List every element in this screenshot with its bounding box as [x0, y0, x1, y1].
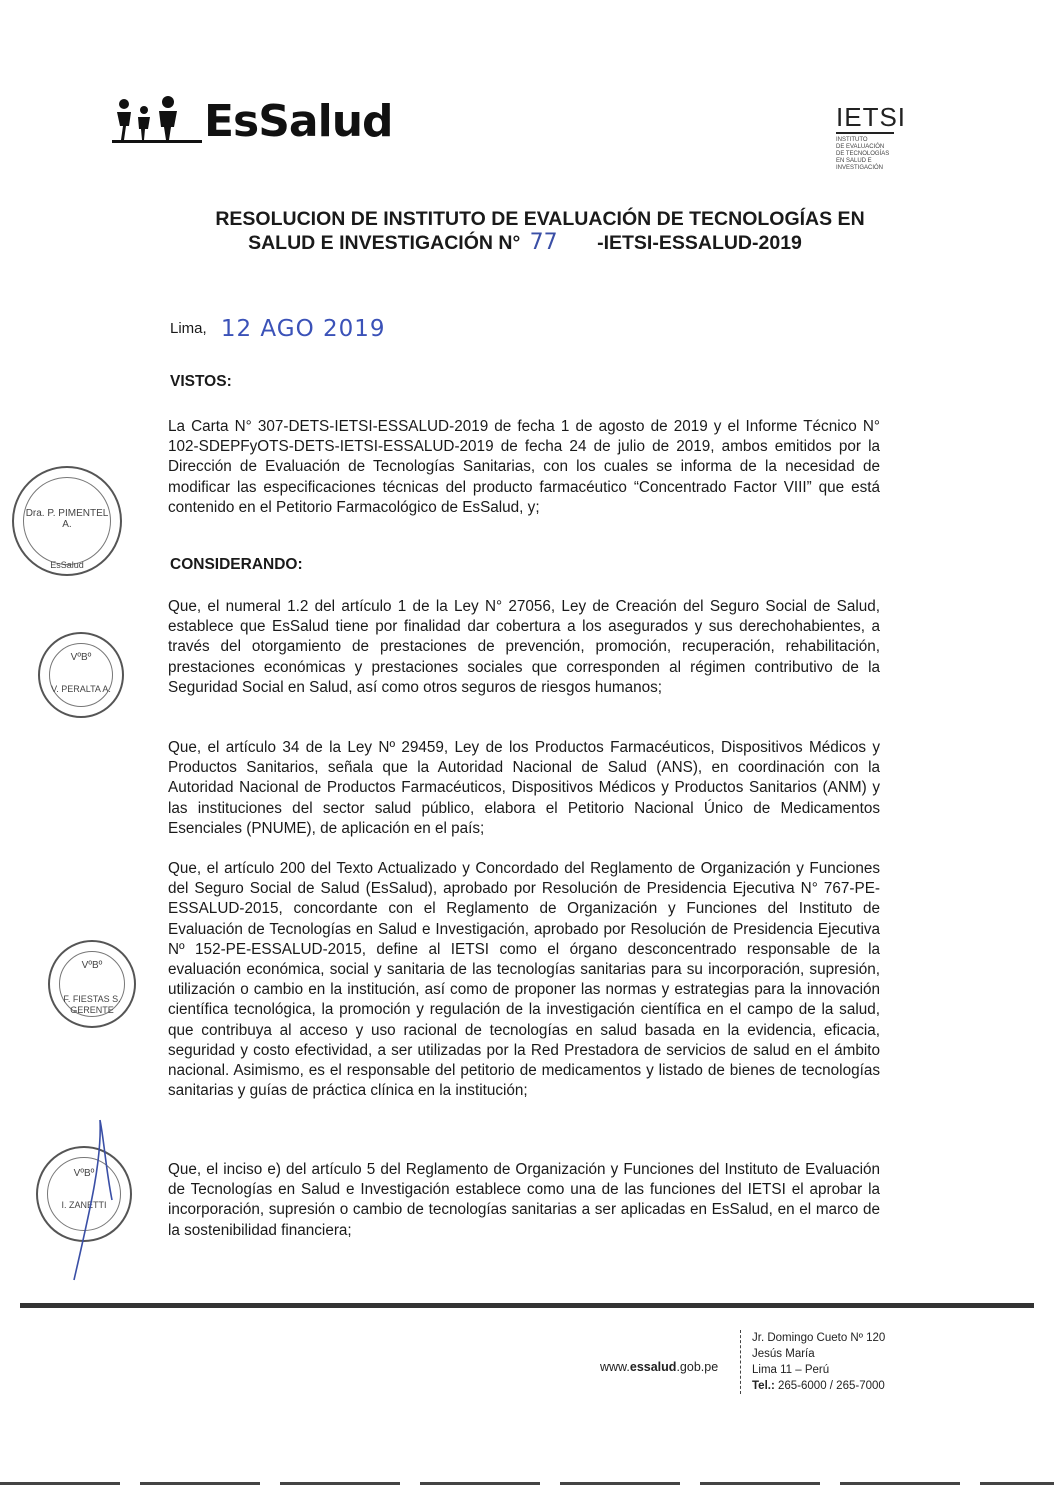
considerando-paragraph-4: Que, el inciso e) del artículo 5 del Reglamento de Organización y Funciones del Instituto de Evaluación de Tecnologías en Salud e Investigación establece como una de las funciones del IETSI el aprobar la incorporación, supresión o cambio de tecnologías sanitarias a ser aplicadas en EsSalud, en el marco de la sostenibilidad financiera; [168, 1161, 880, 1239]
seal-label: VºBº [70, 652, 92, 663]
family-icon [112, 96, 204, 144]
seal-sublabel: F. FIESTAS S. [63, 994, 121, 1004]
approval-seal [12, 466, 122, 576]
date-line [170, 316, 386, 342]
considerando-paragraph-3: Que, el artículo 200 del Texto Actualizado y Concordado del Reglamento de Organización y Funciones del Seguro Social de Salud (EsSalud), aprobado por Resolución de Presidencia Ejecutiva N° 767-PE-ESSALUD-2015, concordante con el Reglamento de Organización y Funciones del Instituto de Evaluación de Tecnologías en Salud e Investigación, aprobado por Resolución de Presidencia Ejecutiva Nº 152-PE-ESSALUD-2015, define al IETSI como el órgano desconcentrado responsable de la evaluación económica, social y sanitaria de las tecnologías sanitarias para su incorporación, supresión, utilización o cambio en la institución, así como de proponer las normas y estrategias para la innovación científica tecnológica, la promoción y regulación de la investigación científica en el campo de la salud, que contribuya al acceso y uso racional de tecnologías en salud basada en la evidencia, eficacia, seguridad y costo efectividad, a ser utilizadas por la Red Prestadora de servicios de salud en el ámbito nacional. Asimismo, es el responsable del petitorio de medicamentos y listado de bienes de tecnologías sanitarias y guías de práctica clínica en la institución; [168, 860, 880, 1100]
date-prefix: Lima, [170, 320, 207, 337]
ietsi-subtitle-line: DE TECNOLOGÍAS [836, 151, 890, 157]
handwritten-number: 77 [529, 230, 558, 255]
ietsi-logo [836, 104, 916, 172]
seal-sublabel: I. ZANETTI [61, 1200, 107, 1210]
vistos-paragraph: La Carta N° 307-DETS-IETSI-ESSALUD-2019 de fecha 1 de agosto de 2019 y el Informe Técnico N° 102-SDEPFyOTS-DETS-IETSI-ESSALUD-2019 de fecha 24 de julio de 2019, ambos emitidos por la Dirección de Evaluación de Tecnologías Sanitarias, con los cuales se informa de la necesidad de modificar las especificaciones técnicas del producto farmacéutico “Concentrado Factor VIII” que está contenido en el Petitorio Farmacológico de EsSalud, y; [168, 418, 880, 516]
seal-label: VºBº [73, 1168, 95, 1179]
phone-line [752, 1378, 885, 1394]
ietsi-name: IETSI [836, 102, 907, 132]
logo-wordmark: EsSalud [204, 96, 393, 147]
essalud-logo [112, 96, 393, 147]
seal-label: Dra. P. PIMENTEL A. [25, 508, 109, 530]
footer-divider [20, 1303, 1034, 1308]
approval-seal [38, 632, 124, 718]
title-line-1: RESOLUCION DE INSTITUTO DE EVALUACIÓN DE TECNOLOGÍAS EN [215, 208, 865, 230]
title-line-2 [150, 231, 930, 255]
seal-sublabel-2: GERENTE [70, 1005, 114, 1015]
considerando-paragraph-1: Que, el numeral 1.2 del artículo 1 de la Ley N° 27056, Ley de Creación del Seguro Social de Salud, establece que EsSalud tiene por finalidad dar cobertura a los asegurados y sus derechohabientes, a través del otorgamiento de prestaciones de prevención, promoción, recuperación, rehabilitación, prestaciones económicas y prestaciones sociales que corresponden al régimen contributivo de la Seguridad Social en Salud, así como otros seguros de riesgos humanos; [168, 598, 880, 696]
address-block [740, 1330, 885, 1394]
ietsi-subtitle-line: INVESTIGACIÓN [836, 165, 884, 171]
date-stamp: 12 AGO 2019 [220, 316, 386, 342]
signature-icon [60, 1110, 130, 1290]
address-line: Lima 11 – Perú [752, 1364, 830, 1376]
vistos-heading: VISTOS: [170, 373, 232, 390]
web-domain: essalud [629, 1360, 677, 1374]
web-suffix: .gob.pe [676, 1360, 719, 1374]
website-link[interactable] [600, 1360, 718, 1374]
approval-seal [48, 940, 136, 1028]
considerando-paragraph-2: Que, el artículo 34 de la Ley Nº 29459, Ley de los Productos Farmacéuticos, Dispositivos Médicos y Productos Sanitarios, señala que la Autoridad Nacional de Salud (ANS), en coordinación con la Autoridad Nacional de Productos Farmacéuticos, Dispositivos Médicos y Productos Sanitarios (ANM) y las instituciones del sector salud público, elabora el Petitorio Nacional Único de Medicamentos Esenciales (PNUME), de aplicación en el país; [168, 739, 880, 837]
address-line: Jr. Domingo Cueto Nº 120 [752, 1332, 886, 1344]
web-prefix: www. [600, 1360, 630, 1374]
address-line: Jesús María [752, 1348, 815, 1360]
resolution-title [150, 207, 930, 255]
phone-value: 265-6000 / 265-7000 [778, 1380, 885, 1392]
seal-sublabel: EsSalud [50, 560, 84, 570]
ietsi-subtitle-line: INSTITUTO [836, 137, 868, 143]
ietsi-subtitle-line: EN SALUD E [836, 158, 872, 164]
phone-label: Tel.: [752, 1380, 775, 1392]
scan-edge-marks [0, 1482, 1054, 1485]
title-line-2-suffix: -IETSI-ESSALUD-2019 [597, 232, 802, 254]
considerando-heading: CONSIDERANDO: [170, 556, 303, 573]
seal-label: VºBº [81, 960, 103, 971]
ietsi-subtitle-line: DE EVALUACIÓN [836, 144, 885, 150]
title-line-2-prefix: SALUD E INVESTIGACIÓN N° [248, 232, 521, 254]
seal-sublabel: V. PERALTA A. [51, 684, 111, 694]
ietsi-underline [836, 132, 894, 134]
